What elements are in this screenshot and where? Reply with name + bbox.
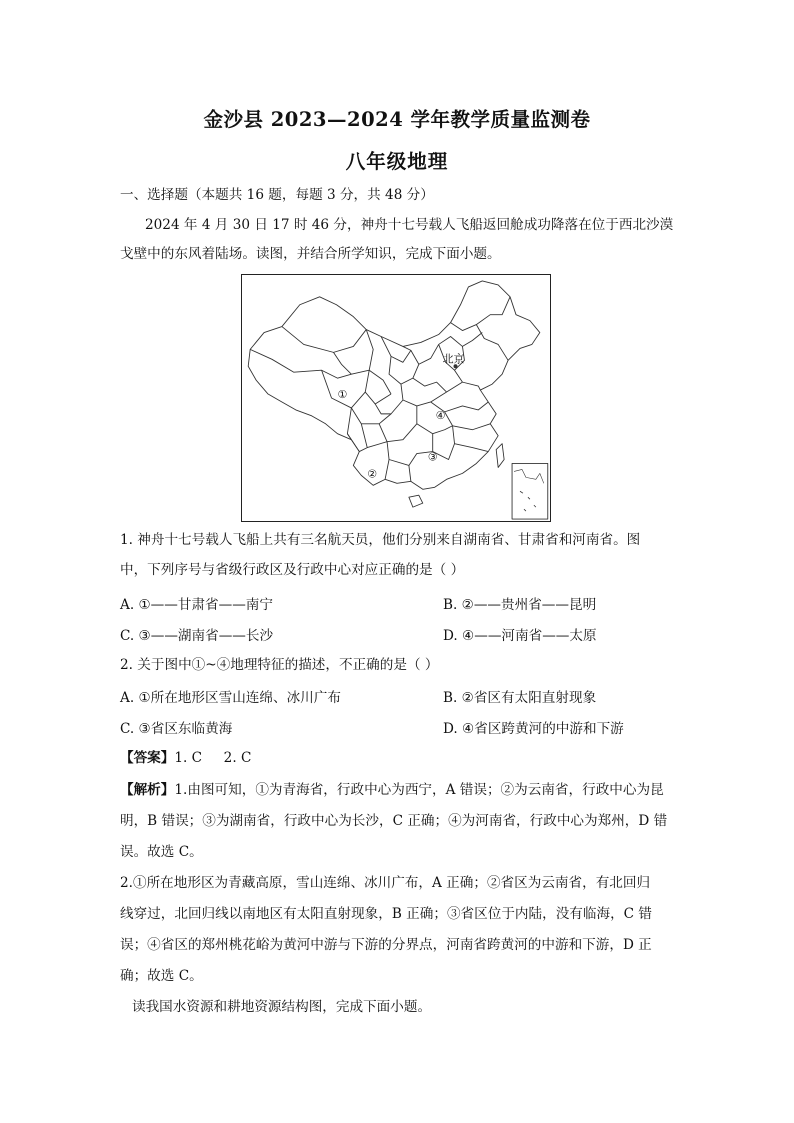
beijing-label: 北京	[442, 352, 465, 366]
marker-1: ①	[337, 388, 348, 401]
analysis-line-7: 确；故选 C。	[120, 968, 203, 984]
q2-option-a: A. ①所在地形区雪山连绵、冰川广布	[120, 690, 341, 706]
q1-option-b: B. ②——贵州省——昆明	[443, 597, 597, 613]
exam-subtitle: 八年级地理	[345, 150, 449, 173]
analysis-line-4: 2.①所在地形区为青藏高原，雪山连绵、冰川广布，A 正确；②省区为云南省，有北回归	[120, 875, 651, 891]
answer-line	[120, 748, 680, 768]
q1-stem-line-1: 1. 神舟十七号载人飞船上共有三名航天员，他们分别来自湖南省、甘肃省和河南省。图	[120, 532, 641, 548]
intro-line-1: 2024 年 4 月 30 日 17 时 46 分，神舟十七号载人飞船返回舱成功降落在位于西北沙漠	[145, 217, 674, 233]
section-heading: 一、选择题（本题共 16 题，每题 3 分，共 48 分）	[120, 187, 434, 203]
marker-4: ④	[435, 408, 446, 422]
q2-option-c: C. ③省区东临黄海	[120, 721, 233, 737]
q1-stem-line-2: 中，下列序号与省级行政区及行政中心对应正确的是（ ）	[120, 562, 465, 578]
marker-3: ③	[427, 450, 438, 464]
south-china-sea-inset	[512, 463, 548, 519]
intro-line-2: 戈壁中的东风着陆场。读图，并结合所学知识，完成下面小题。	[120, 246, 501, 262]
q1-option-a: A. ①——甘肃省——南宁	[120, 597, 273, 613]
q1-option-d: D. ④——河南省——太原	[443, 628, 597, 644]
analysis-text-1: 1.由图可知，①为青海省，行政中心为西宁，A 错误；②为云南省，行政中心为昆	[174, 782, 664, 798]
china-province-map	[241, 274, 551, 522]
analysis-line-5: 线穿过，北回归线以南地区有太阳直射现象，B 正确；③省区位于内陆，没有临海，C 错	[120, 906, 652, 922]
china-map-svg	[242, 275, 550, 521]
q2-option-d: D. ④省区跨黄河的中游和下游	[443, 721, 624, 737]
exam-title: 金沙县 2023—2024 学年教学质量监测卷	[203, 108, 591, 131]
analysis-line-1	[120, 780, 680, 800]
analysis-line-3: 误。故选 C。	[120, 844, 203, 860]
answer-text: 1. C 2. C	[174, 750, 252, 766]
q1-option-c: C. ③——湖南省——长沙	[120, 628, 274, 644]
analysis-line-2: 明，B 错误；③为湖南省，行政中心为长沙，C 正确；④为河南省，行政中心为郑州，D 错	[120, 813, 668, 829]
analysis-line-6: 误；④省区的郑州桃花峪为黄河中游与下游的分界点，河南省跨黄河的中游和下游，D 正	[120, 937, 652, 953]
analysis-label: 【解析】	[120, 782, 175, 798]
answer-label: 【答案】	[120, 750, 175, 766]
china-outline	[248, 281, 540, 489]
q2-stem: 2. 关于图中①~④地理特征的描述，不正确的是（ ）	[120, 657, 439, 673]
q2-option-b: B. ②省区有太阳直射现象	[443, 690, 597, 706]
next-question-intro: 读我国水资源和耕地资源结构图，完成下面小题。	[132, 999, 432, 1015]
marker-2: ②	[367, 467, 378, 481]
